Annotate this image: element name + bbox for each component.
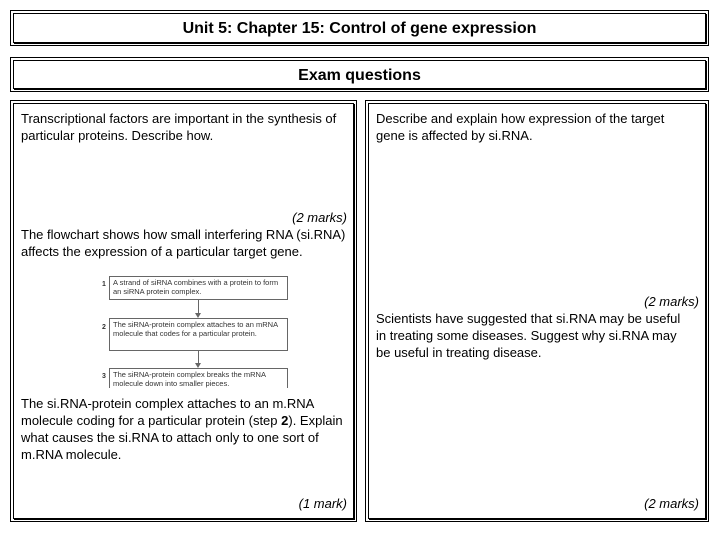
question-3-marks: (2 marks) [644, 294, 699, 309]
question-1-marks: (2 marks) [292, 210, 347, 225]
flow-step-2-number: 2 [102, 324, 106, 331]
question-2-intro: The flowchart shows how small interfering RNA (si.RNA) affects the expression of a particular target gene. [21, 227, 346, 259]
right-question-panel [368, 103, 706, 519]
flow-step-2: The siRNA-protein complex attaches to an mRNA molecule that codes for a particular protein. [109, 318, 288, 351]
flow-step-3-number: 3 [102, 373, 106, 380]
flow-step-1-number: 1 [102, 281, 106, 288]
left-question-panel [13, 103, 354, 519]
title-banner [13, 13, 706, 43]
question-4-marks: (2 marks) [644, 496, 699, 511]
flow-step-1: A strand of siRNA combines with a protein to form an siRNA protein complex. [109, 276, 288, 300]
question-4-text: Scientists have suggested that si.RNA may be useful in treating some diseases. Suggest why si.RNA may be useful in treating disease. [376, 311, 681, 360]
question-3-text: Describe and explain how expression of the target gene is affected by si.RNA. [376, 111, 665, 143]
question-2-text [21, 395, 351, 463]
flow-step-3: The siRNA-protein complex breaks the mRNA molecule down into smaller pieces. [109, 368, 288, 388]
question-2-text-after: ). Explain what causes the si.RNA to attach only to one sort of m.RNA molecule. [21, 413, 343, 462]
question-2-text-before: The si.RNA-protein complex attaches to an m.RNA molecule coding for a particular protein (step [21, 396, 314, 428]
subtitle-banner [13, 60, 706, 89]
page-title: Unit 5: Chapter 15: Control of gene expression [182, 20, 537, 37]
question-2-marks: (1 mark) [298, 496, 347, 511]
sirna-flowchart [98, 276, 288, 388]
question-1-text: Transcriptional factors are important in the synthesis of particular proteins. Describe how. [21, 111, 337, 143]
section-title: Exam questions [298, 67, 421, 84]
flow-arrow-1 [198, 300, 199, 314]
question-2-step-ref: 2 [281, 413, 289, 428]
